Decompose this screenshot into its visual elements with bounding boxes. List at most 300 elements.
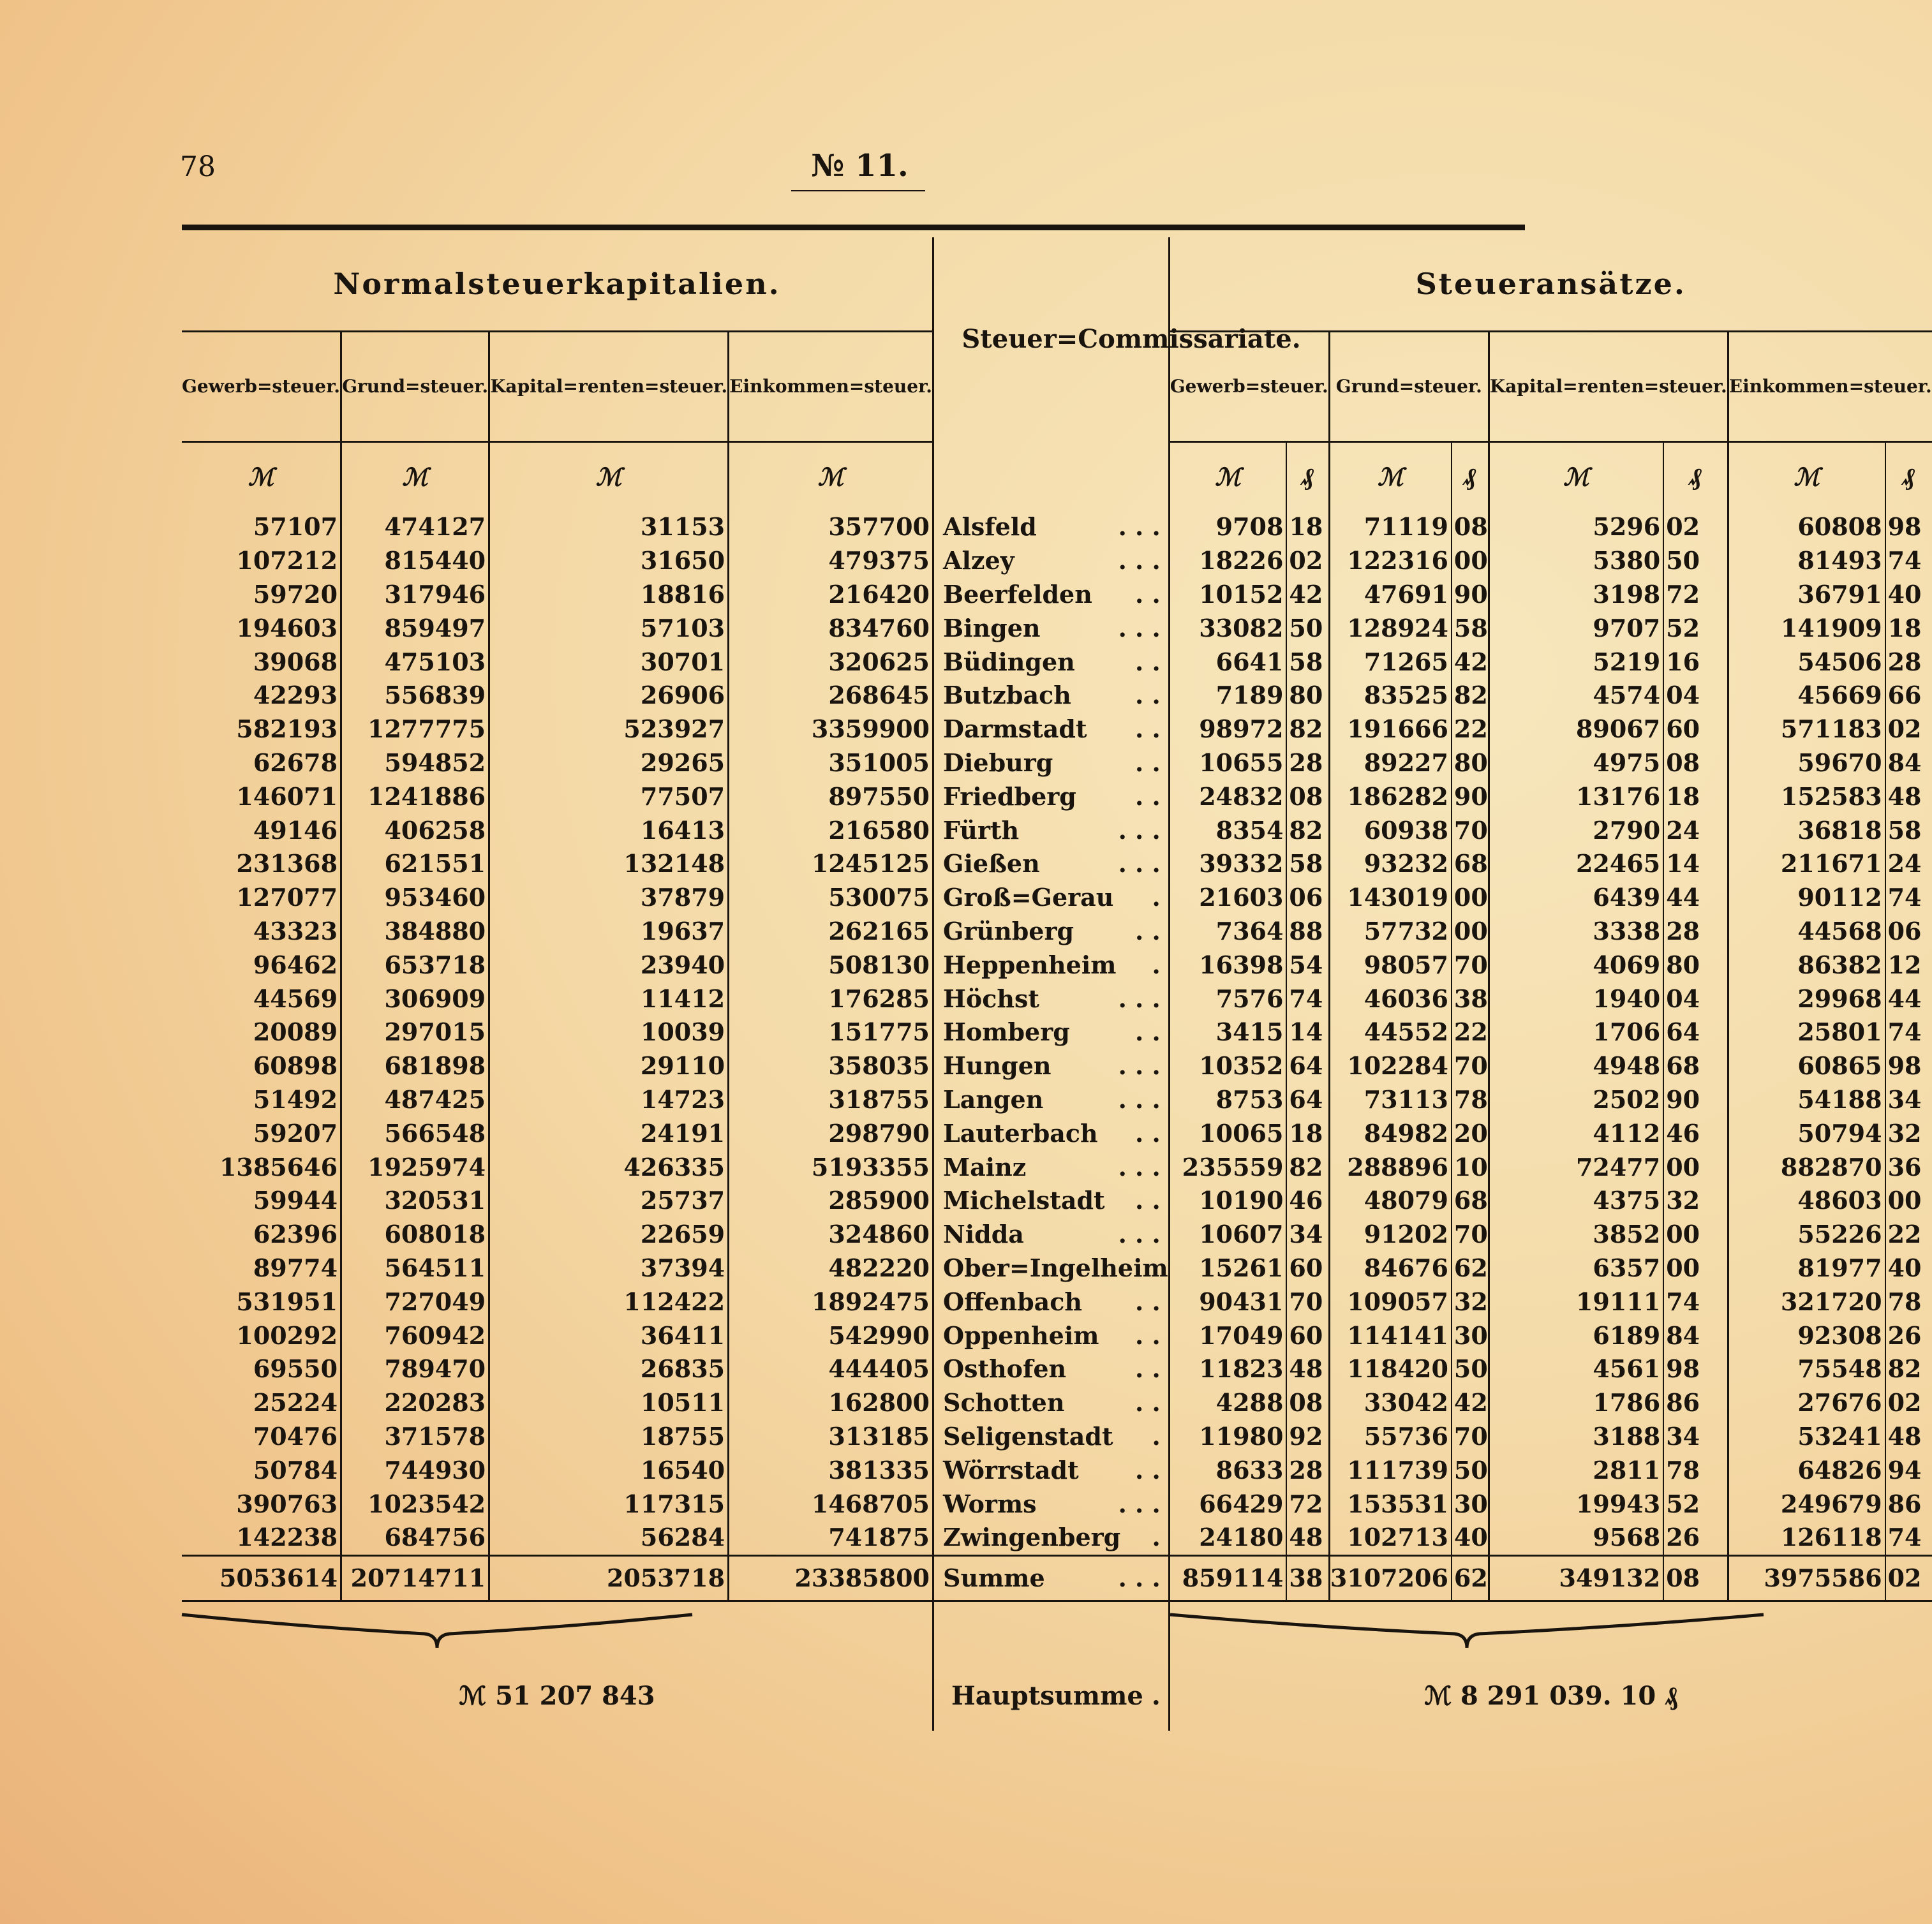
cell-kapital-normal: 31153 [489, 510, 729, 544]
cell-grund-normal: 789470 [341, 1352, 489, 1386]
cell-kapital-normal: 132148 [489, 847, 729, 881]
cell-einkommen-normal: 176285 [828, 984, 930, 1013]
table-row [182, 1453, 1932, 1487]
cell-einkommen-normal: 897550 [828, 781, 930, 811]
cell-kapital-normal: 26835 [489, 1352, 729, 1386]
cell-gewerb-mark: 235559 [1169, 1150, 1286, 1184]
cell-einkommen-mark: 64826 [1728, 1453, 1885, 1487]
cell-grund-normal: 608018 [341, 1218, 489, 1252]
cell-gewerb-mark: 10152 [1169, 578, 1286, 612]
cell-kapital-mark: 4561 [1489, 1352, 1663, 1386]
cell-kapital-pf: 46 [1663, 1116, 1728, 1150]
right-brace [1170, 1608, 1764, 1653]
cell-gewerb-pf: 58 [1286, 645, 1329, 679]
commissariat-name: Grünberg . . [943, 916, 1161, 945]
cell-kapital-normal: 112422 [489, 1285, 729, 1319]
normal-capital-header: Normalsteuerkapitalien. [182, 237, 932, 332]
unit-mark: ℳ [1169, 442, 1286, 511]
cell-kapital-mark: 2502 [1489, 1083, 1663, 1117]
cell-grund-mark: 153531 [1329, 1487, 1452, 1521]
cell-gewerb-normal: 127077 [182, 881, 341, 915]
cell-kapital-normal: 23940 [489, 948, 729, 982]
cell-gewerb-normal: 25224 [182, 1386, 341, 1420]
sum-grund-pf: 62 [1452, 1555, 1489, 1601]
cell-einkommen-mark: 90112 [1728, 881, 1885, 915]
cell-grund-pf: 00 [1452, 544, 1489, 578]
cell-grund-pf: 90 [1452, 578, 1489, 612]
cell-einkommen-mark: 86382 [1728, 948, 1885, 982]
cell-kapital-normal: 77507 [489, 780, 729, 813]
commissariat-name: Homberg . . [943, 1018, 1161, 1047]
cell-kapital-normal: 37394 [489, 1252, 729, 1285]
cell-einkommen-normal: 151775 [828, 1018, 930, 1047]
cell-grund-normal: 859497 [341, 611, 489, 645]
cell-einkommen-mark: 152583 [1728, 780, 1885, 813]
cell-einkommen-normal: 298790 [828, 1118, 930, 1148]
cell-grund-pf: 78 [1452, 1083, 1489, 1117]
cell-gewerb-pf: 18 [1286, 510, 1329, 544]
cell-kapital-pf: 16 [1663, 645, 1728, 679]
cell-einkommen-mark: 36791 [1728, 578, 1885, 612]
cell-gewerb-normal: 96462 [182, 948, 341, 982]
cell-einkommen-normal: 357700 [828, 512, 930, 542]
cell-gewerb-mark: 24180 [1169, 1521, 1286, 1555]
cell-einkommen-pf: 28 [1887, 647, 1922, 676]
cell-kapital-pf: 86 [1663, 1386, 1728, 1420]
sum-grund-mark: 3107206 [1329, 1555, 1452, 1601]
tax-rates-header: Steueransätze. [1169, 237, 1931, 332]
cell-einkommen-pf: 84 [1887, 748, 1922, 777]
cell-einkommen-mark: 75548 [1728, 1352, 1885, 1386]
cell-einkommen-normal: 3359900 [811, 714, 930, 744]
cell-gewerb-pf: 64 [1286, 1049, 1329, 1083]
report-underline [791, 190, 925, 191]
cell-einkommen-normal: 508130 [828, 950, 930, 979]
col-einkommen-normal: Einkommen=steuer. [729, 332, 932, 442]
cell-kapital-pf: 14 [1663, 847, 1728, 881]
cell-gewerb-mark: 11980 [1169, 1420, 1286, 1454]
commissariat-name: Alzey . . . [943, 546, 1161, 575]
cell-gewerb-pf: 46 [1286, 1184, 1329, 1218]
cell-gewerb-mark: 10655 [1169, 746, 1286, 780]
unit-mark: ℳ [1329, 442, 1452, 511]
cell-einkommen-pf: 86 [1887, 1489, 1922, 1518]
cell-kapital-mark: 6189 [1489, 1319, 1663, 1352]
cell-grund-mark: 71265 [1329, 645, 1452, 679]
cell-grund-pf: 40 [1452, 1521, 1489, 1555]
cell-grund-pf: 42 [1452, 645, 1489, 679]
cell-grund-pf: 10 [1452, 1150, 1489, 1184]
cell-gewerb-pf: 28 [1286, 746, 1329, 780]
cell-grund-normal: 306909 [341, 982, 489, 1016]
cell-grund-mark: 73113 [1329, 1083, 1452, 1117]
cell-grund-mark: 46036 [1329, 982, 1452, 1016]
cell-grund-pf: 50 [1452, 1352, 1489, 1386]
commissariat-header: Steuer=Commissariate. [962, 324, 1301, 355]
cell-einkommen-normal: 1245125 [811, 849, 930, 878]
cell-kapital-mark: 2811 [1489, 1453, 1663, 1487]
cell-einkommen-normal: 285900 [828, 1186, 930, 1215]
unit-mark: ℳ [182, 442, 341, 511]
commissariat-name: Michelstadt . . [943, 1186, 1161, 1215]
cell-gewerb-normal: 69550 [182, 1352, 341, 1386]
cell-gewerb-normal: 51492 [182, 1083, 341, 1117]
cell-kapital-mark: 19111 [1489, 1285, 1663, 1319]
cell-einkommen-normal: 381335 [828, 1455, 930, 1484]
cell-grund-mark: 48079 [1329, 1184, 1452, 1218]
cell-gewerb-normal: 60898 [182, 1049, 341, 1083]
cell-grund-mark: 47691 [1329, 578, 1452, 612]
cell-gewerb-mark: 4288 [1169, 1386, 1286, 1420]
left-brace [182, 1608, 692, 1653]
col-gewerb-normal: Gewerb=steuer. [182, 332, 341, 442]
cell-kapital-mark: 5380 [1489, 544, 1663, 578]
sum-gewerb-pf: 38 [1286, 1555, 1329, 1601]
cell-einkommen-normal: 268645 [828, 681, 930, 710]
cell-einkommen-mark: 53241 [1728, 1420, 1885, 1454]
cell-kapital-normal: 523927 [489, 713, 729, 746]
cell-einkommen-normal: 358035 [828, 1051, 930, 1081]
cell-kapital-normal: 25737 [489, 1184, 729, 1218]
table-row [182, 1386, 1932, 1420]
cell-einkommen-pf: 74 [1887, 1523, 1922, 1552]
commissariat-name: Langen . . . [943, 1084, 1161, 1114]
cell-gewerb-pf: 60 [1286, 1319, 1329, 1352]
cell-grund-mark: 84982 [1329, 1116, 1452, 1150]
cell-gewerb-pf: 06 [1286, 881, 1329, 915]
cell-gewerb-pf: 82 [1286, 813, 1329, 847]
cell-grund-normal: 953460 [341, 881, 489, 915]
cell-einkommen-mark: 48603 [1728, 1184, 1885, 1218]
commissariat-name: Höchst . . . [943, 984, 1161, 1013]
table-row [182, 881, 1932, 915]
cell-kapital-pf: 18 [1663, 780, 1728, 813]
cell-einkommen-mark: 571183 [1728, 713, 1885, 746]
table-row [182, 1352, 1932, 1386]
table-row [182, 982, 1932, 1016]
cell-grund-pf: 82 [1452, 679, 1489, 713]
table-row [182, 611, 1932, 645]
cell-gewerb-pf: 70 [1286, 1285, 1329, 1319]
cell-einkommen-mark: 249679 [1728, 1487, 1885, 1521]
top-rule [182, 225, 1525, 230]
cell-kapital-mark: 4069 [1489, 948, 1663, 982]
cell-kapital-normal: 18816 [489, 578, 729, 612]
table-row [182, 780, 1932, 813]
cell-grund-mark: 143019 [1329, 881, 1452, 915]
unit-mark: ℳ [817, 462, 844, 491]
cell-einkommen-pf: 00 [1887, 1186, 1922, 1215]
cell-kapital-mark: 22465 [1489, 847, 1663, 881]
cell-grund-normal: 320531 [341, 1184, 489, 1218]
cell-kapital-mark: 4948 [1489, 1049, 1663, 1083]
cell-kapital-normal: 19637 [489, 915, 729, 949]
cell-grund-mark: 109057 [1329, 1285, 1452, 1319]
cell-kapital-pf: 32 [1663, 1184, 1728, 1218]
table-row [182, 1049, 1932, 1083]
cell-einkommen-pf: 40 [1887, 1253, 1922, 1282]
cell-kapital-pf: 02 [1663, 510, 1728, 544]
table-row [182, 578, 1932, 612]
cell-grund-pf: 00 [1452, 915, 1489, 949]
cell-gewerb-normal: 70476 [182, 1420, 341, 1454]
table-row [182, 1184, 1932, 1218]
table-row [182, 645, 1932, 679]
cell-gewerb-mark: 7364 [1169, 915, 1286, 949]
cell-gewerb-mark: 18226 [1169, 544, 1286, 578]
cell-gewerb-normal: 57107 [182, 510, 341, 544]
cell-einkommen-mark: 126118 [1728, 1521, 1885, 1555]
cell-einkommen-normal: 351005 [828, 748, 930, 777]
unit-pfennig: ₰ [1452, 442, 1489, 511]
cell-gewerb-mark: 7576 [1169, 982, 1286, 1016]
cell-gewerb-pf: 82 [1286, 1150, 1329, 1184]
unit-pfennig: ₰ [1663, 442, 1728, 511]
cell-grund-pf: 22 [1452, 713, 1489, 746]
cell-einkommen-normal: 1892475 [811, 1287, 930, 1316]
cell-einkommen-normal: 216580 [828, 815, 930, 845]
table-row [182, 1016, 1932, 1049]
cell-gewerb-normal: 582193 [182, 713, 341, 746]
cell-kapital-normal: 14723 [489, 1083, 729, 1117]
cell-gewerb-pf: 54 [1286, 948, 1329, 982]
cell-kapital-mark: 6357 [1489, 1252, 1663, 1285]
col-einkommen-rate: Einkommen=steuer. [1728, 332, 1931, 442]
sum-kapital-pf: 08 [1663, 1555, 1728, 1601]
cell-grund-mark: 60938 [1329, 813, 1452, 847]
cell-gewerb-pf: 58 [1286, 847, 1329, 881]
grand-total-row [182, 1661, 1932, 1731]
col-kapital-rate: Kapital=renten=steuer. [1489, 332, 1728, 442]
commissariat-name: Büdingen . . [943, 647, 1161, 676]
cell-gewerb-mark: 3415 [1169, 1016, 1286, 1049]
cell-einkommen-mark: 45669 [1728, 679, 1885, 713]
commissariat-name: Beerfelden . . [943, 579, 1161, 609]
cell-kapital-normal: 36411 [489, 1319, 729, 1352]
cell-kapital-mark: 3188 [1489, 1420, 1663, 1454]
commissariat-name: Worms . . . [943, 1489, 1161, 1518]
cell-einkommen-normal: 313185 [828, 1421, 930, 1451]
sum-gewerb-normal: 5053614 [182, 1555, 341, 1601]
cell-einkommen-pf: 48 [1887, 781, 1922, 811]
cell-kapital-mark: 3852 [1489, 1218, 1663, 1252]
cell-grund-mark: 114141 [1329, 1319, 1452, 1352]
cell-grund-pf: 30 [1452, 1319, 1489, 1352]
cell-gewerb-normal: 44569 [182, 982, 341, 1016]
cell-grund-mark: 186282 [1329, 780, 1452, 813]
cell-kapital-mark: 13176 [1489, 780, 1663, 813]
cell-grund-pf: 30 [1452, 1487, 1489, 1521]
cell-grund-normal: 594852 [341, 746, 489, 780]
cell-grund-pf: 00 [1452, 881, 1489, 915]
cell-grund-mark: 98057 [1329, 948, 1452, 982]
cell-grund-normal: 475103 [341, 645, 489, 679]
cell-kapital-normal: 37879 [489, 881, 729, 915]
cell-kapital-normal: 56284 [489, 1521, 729, 1555]
cell-gewerb-mark: 98972 [1169, 713, 1286, 746]
cell-einkommen-mark: 81493 [1728, 544, 1885, 578]
cell-kapital-pf: 60 [1663, 713, 1728, 746]
cell-grund-pf: 80 [1452, 746, 1489, 780]
cell-grund-pf: 08 [1452, 510, 1489, 544]
cell-grund-mark: 122316 [1329, 544, 1452, 578]
cell-gewerb-pf: 80 [1286, 679, 1329, 713]
commissariat-name: Lauterbach . . [943, 1118, 1161, 1148]
sum-grund-normal: 20714711 [341, 1555, 489, 1601]
cell-grund-mark: 84676 [1329, 1252, 1452, 1285]
cell-gewerb-normal: 62396 [182, 1218, 341, 1252]
sum-einkommen-mark: 3975586 [1728, 1555, 1885, 1601]
cell-einkommen-mark: 321720 [1728, 1285, 1885, 1319]
commissariat-name: Groß=Gerau . [943, 883, 1161, 912]
cell-einkommen-pf: 36 [1887, 1152, 1922, 1181]
cell-grund-normal: 621551 [341, 847, 489, 881]
cell-gewerb-pf: 18 [1286, 1116, 1329, 1150]
cell-gewerb-mark: 6641 [1169, 645, 1286, 679]
cell-gewerb-normal: 1385646 [182, 1150, 341, 1184]
cell-gewerb-pf: 82 [1286, 713, 1329, 746]
cell-gewerb-mark: 21603 [1169, 881, 1286, 915]
cell-gewerb-mark: 90431 [1169, 1285, 1286, 1319]
commissariat-name: Offenbach . . [943, 1287, 1161, 1316]
cell-gewerb-mark: 7189 [1169, 679, 1286, 713]
table-row [182, 1521, 1932, 1555]
cell-einkommen-pf: 58 [1887, 815, 1922, 845]
cell-einkommen-mark: 25801 [1728, 1016, 1885, 1049]
cell-grund-normal: 1241886 [341, 780, 489, 813]
commissariat-name: Fürth . . . [943, 815, 1161, 845]
cell-grund-pf: 70 [1452, 948, 1489, 982]
col-gewerb-rate: Gewerb=steuer. [1169, 332, 1329, 442]
cell-gewerb-mark: 8753 [1169, 1083, 1286, 1117]
cell-kapital-mark: 1786 [1489, 1386, 1663, 1420]
cell-grund-pf: 38 [1452, 982, 1489, 1016]
cell-gewerb-pf: 08 [1286, 780, 1329, 813]
cell-gewerb-pf: 34 [1286, 1218, 1329, 1252]
cell-gewerb-mark: 10352 [1169, 1049, 1286, 1083]
cell-grund-normal: 727049 [341, 1285, 489, 1319]
cell-gewerb-normal: 531951 [182, 1285, 341, 1319]
unit-mark: ℳ [489, 442, 729, 511]
table-row [182, 948, 1932, 982]
cell-gewerb-normal: 59944 [182, 1184, 341, 1218]
cell-kapital-pf: 64 [1663, 1016, 1728, 1049]
cell-einkommen-normal: 5193355 [811, 1152, 930, 1181]
commissariat-name: Mainz . . . [943, 1152, 1161, 1181]
commissariat-name: Gießen . . . [943, 849, 1161, 878]
cell-kapital-normal: 18755 [489, 1420, 729, 1454]
table-row [182, 813, 1932, 847]
cell-kapital-pf: 00 [1663, 1252, 1728, 1285]
col-kapital-normal: Kapital=renten=steuer. [489, 332, 729, 442]
cell-einkommen-normal: 479375 [828, 546, 930, 575]
commissariat-name: Wörrstadt . . [943, 1455, 1161, 1484]
cell-gewerb-normal: 107212 [182, 544, 341, 578]
cell-grund-mark: 288896 [1329, 1150, 1452, 1184]
cell-grund-pf: 42 [1452, 1386, 1489, 1420]
cell-gewerb-mark: 8354 [1169, 813, 1286, 847]
sum-label: Summe . . . [933, 1555, 1168, 1601]
cell-einkommen-pf: 74 [1887, 883, 1922, 912]
commissariat-name: Alsfeld . . . [943, 512, 1161, 542]
commissariat-name: Bingen . . . [943, 613, 1161, 642]
cell-gewerb-pf: 60 [1286, 1252, 1329, 1285]
unit-pfennig: ₰ [1286, 442, 1329, 511]
cell-grund-pf: 58 [1452, 611, 1489, 645]
cell-grund-mark: 93232 [1329, 847, 1452, 881]
cell-kapital-mark: 3198 [1489, 578, 1663, 612]
cell-grund-normal: 371578 [341, 1420, 489, 1454]
cell-gewerb-normal: 100292 [182, 1319, 341, 1352]
cell-grund-mark: 57732 [1329, 915, 1452, 949]
cell-gewerb-normal: 390763 [182, 1487, 341, 1521]
cell-einkommen-pf: 74 [1887, 1018, 1922, 1047]
cell-einkommen-normal: 162800 [828, 1388, 930, 1417]
table-row [182, 1319, 1932, 1352]
cell-kapital-normal: 24191 [489, 1116, 729, 1150]
cell-einkommen-pf: 78 [1887, 1287, 1922, 1316]
cell-grund-mark: 83525 [1329, 679, 1452, 713]
table-row [182, 1252, 1932, 1285]
cell-gewerb-normal: 231368 [182, 847, 341, 881]
cell-grund-mark: 111739 [1329, 1453, 1452, 1487]
commissariat-name: Darmstadt . . [943, 714, 1161, 744]
cell-grund-mark: 102284 [1329, 1049, 1452, 1083]
cell-kapital-normal: 16540 [489, 1453, 729, 1487]
cell-grund-mark: 44552 [1329, 1016, 1452, 1049]
cell-kapital-normal: 30701 [489, 645, 729, 679]
commissariat-name: Heppenheim . [943, 950, 1161, 979]
cell-grund-normal: 1925974 [341, 1150, 489, 1184]
table-row [182, 713, 1932, 746]
cell-grund-pf: 70 [1452, 1420, 1489, 1454]
cell-grund-normal: 487425 [341, 1083, 489, 1117]
cell-einkommen-mark: 59670 [1728, 746, 1885, 780]
commissariat-name: Zwingenberg . [943, 1523, 1161, 1552]
cell-gewerb-mark: 24832 [1169, 780, 1286, 813]
cell-einkommen-normal: 542990 [828, 1321, 930, 1350]
cell-kapital-mark: 4112 [1489, 1116, 1663, 1150]
cell-gewerb-pf: 92 [1286, 1420, 1329, 1454]
unit-mark: ℳ [1489, 442, 1663, 511]
cell-einkommen-pf: 24 [1887, 849, 1922, 878]
cell-gewerb-normal: 43323 [182, 915, 341, 949]
table-row [182, 915, 1932, 949]
cell-einkommen-pf: 66 [1887, 681, 1922, 710]
cell-gewerb-pf: 28 [1286, 1453, 1329, 1487]
col-grund-rate: Grund=steuer. [1329, 332, 1489, 442]
cell-kapital-pf: 00 [1663, 1218, 1728, 1252]
table-row [182, 746, 1932, 780]
cell-kapital-mark: 89067 [1489, 713, 1663, 746]
cell-grund-mark: 102713 [1329, 1521, 1452, 1555]
cell-kapital-pf: 34 [1663, 1420, 1728, 1454]
table-row [182, 544, 1932, 578]
commissariat-name: Dieburg . . [943, 748, 1161, 777]
cell-einkommen-pf: 94 [1887, 1455, 1922, 1484]
cell-grund-mark: 71119 [1329, 510, 1452, 544]
table-row [182, 1116, 1932, 1150]
cell-einkommen-pf: 12 [1887, 950, 1922, 979]
cell-grund-pf: 20 [1452, 1116, 1489, 1150]
cell-gewerb-mark: 66429 [1169, 1487, 1286, 1521]
cell-gewerb-normal: 59720 [182, 578, 341, 612]
cell-kapital-pf: 26 [1663, 1521, 1728, 1555]
cell-gewerb-mark: 16398 [1169, 948, 1286, 982]
cell-kapital-mark: 9707 [1489, 611, 1663, 645]
cell-grund-pf: 22 [1452, 1016, 1489, 1049]
cell-grund-pf: 90 [1452, 780, 1489, 813]
